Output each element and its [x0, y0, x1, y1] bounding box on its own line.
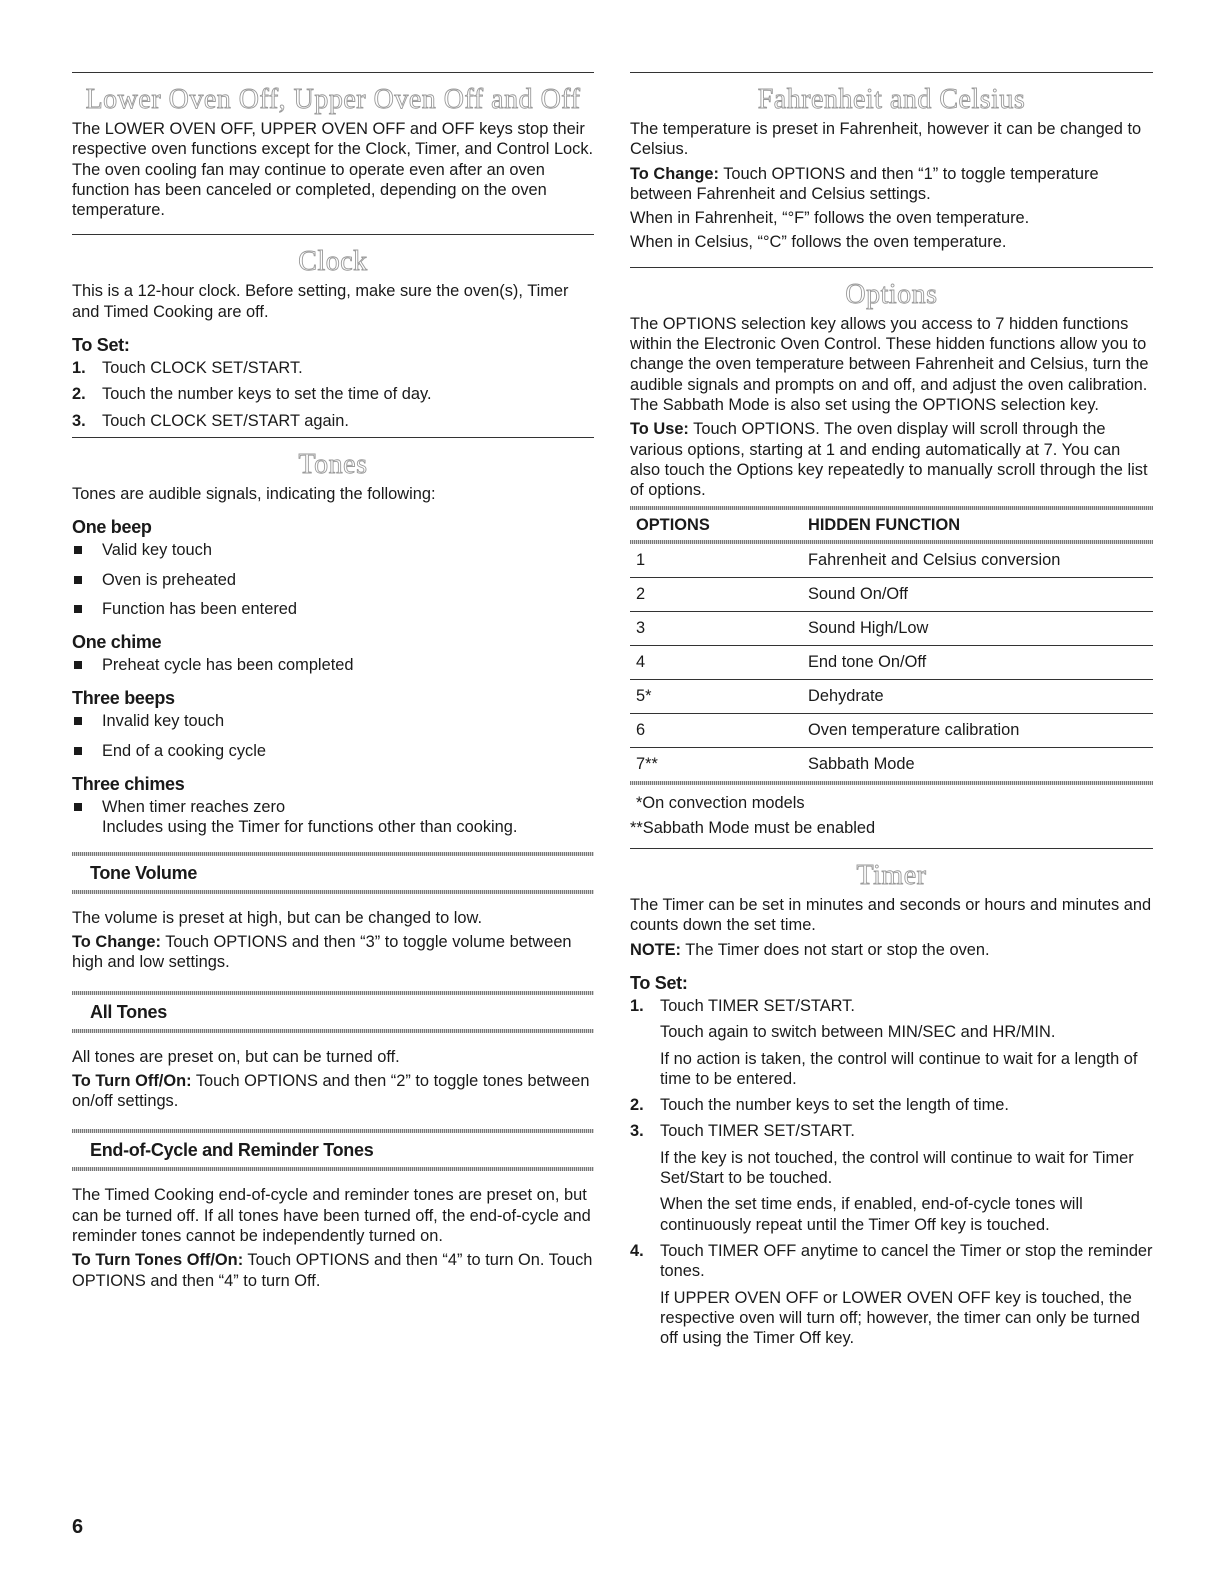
options-title: Options	[845, 278, 938, 310]
tones-title: Tones	[298, 448, 368, 480]
timer-title: Timer	[856, 860, 927, 892]
one-beep-heading: One beep	[72, 517, 152, 538]
list-item: End of a cooking cycle	[72, 741, 594, 761]
timer-note: NOTE: The Timer does not start or stop the oven.	[630, 940, 990, 959]
step-item: 4. Touch TIMER OFF anytime to cancel the Timer or stop the reminder tones. If UPPER OVEN OFF or LOWER OVEN OFF key is touched, the respective oven will turn off; however, the timer can only be turned off using the Timer Off key.	[630, 1241, 1153, 1348]
tone-volume-heading: Tone Volume	[90, 862, 198, 883]
table-header-row	[630, 510, 1153, 540]
fahrenheit-title: Fahrenheit and Celsius	[757, 84, 1026, 115]
off-keys-title: Lower Oven Off, Upper Oven Off and Off	[85, 84, 581, 115]
three-chimes-heading: Three chimes	[72, 774, 185, 795]
section-divider	[72, 234, 594, 235]
fahrenheit-body: The temperature is preset in Fahrenheit, however it can be changed to Celsius.	[630, 120, 1142, 159]
step-item: 3. Touch TIMER SET/START. If the key is not touched, the control will continue to wait for Timer Set/Start to be touched. When the set time ends, if enabled, end-of-cycle tones will continuously repeat until the Timer Off key is touched.	[630, 1122, 1134, 1234]
end-cycle-change: To Turn Tones Off/On: Touch OPTIONS and then “4” to turn On. Touch OPTIONS and then “4” to turn Off.	[72, 1251, 593, 1290]
end-cycle-body: The Timed Cooking end-of-cycle and reminder tones are preset on, but can be turned off. If all tones have been turned off, the end-of-cycle and reminder tones cannot be independently turned on.	[72, 1186, 591, 1246]
clock-body: This is a 12-hour clock. Before setting, make sure the oven(s), Timer and Timed Cooking are off.	[72, 282, 569, 321]
list-item: Oven is preheated	[72, 570, 594, 590]
fahrenheit-change: To Change: Touch OPTIONS and then “1” to toggle temperature between Fahrenheit and Celsius settings.	[630, 164, 1099, 203]
clock-to-set-heading: To Set:	[72, 335, 130, 356]
tone-volume-change: To Change: Touch OPTIONS and then “3” to toggle volume between high and low settings.	[72, 932, 572, 972]
all-tones-change: To Turn Off/On: Touch OPTIONS and then “2” to toggle tones between on/off settings.	[72, 1071, 590, 1111]
timer-to-set-heading: To Set:	[630, 972, 688, 993]
tones-intro: Tones are audible signals, indicating the following:	[72, 484, 436, 503]
table-row: 7** Sabbath Mode	[636, 755, 915, 774]
table-row: 6 Oven temperature calibration	[630, 714, 1153, 748]
hatch-divider	[72, 1167, 594, 1171]
options-table	[630, 510, 1153, 781]
table-row: 5* Dehydrate	[630, 680, 1153, 714]
col-hidden-function-header: HIDDEN FUNCTION	[808, 516, 961, 535]
section-divider	[72, 437, 594, 438]
hatch-divider	[630, 781, 1153, 785]
options-footnote-2: **Sabbath Mode must be enabled	[630, 818, 876, 837]
section-divider	[630, 72, 1153, 73]
step-item: 1. Touch CLOCK SET/START.	[72, 359, 303, 378]
table-row: 4 End tone On/Off	[630, 646, 1153, 680]
section-divider	[72, 72, 594, 73]
list-item: When timer reaches zero Includes using the Timer for functions other than cooking.	[72, 797, 594, 838]
three-beeps-heading: Three beeps	[72, 688, 175, 709]
section-divider	[630, 267, 1153, 268]
all-tones-heading: All Tones	[90, 1001, 167, 1022]
table-row: 2 Sound On/Off	[630, 578, 1153, 612]
table-row: 1 Fahrenheit and Celsius conversion	[630, 544, 1153, 578]
hatch-divider	[72, 890, 594, 894]
one-chime-list	[72, 655, 594, 675]
all-tones-body: All tones are preset on, but can be turned off.	[72, 1047, 400, 1066]
fahrenheit-line: When in Fahrenheit, “°F” follows the oven temperature.	[630, 209, 1030, 228]
step-item: 3. Touch CLOCK SET/START again.	[72, 411, 349, 430]
table-row: 3 Sound High/Low	[630, 612, 1153, 646]
list-item: Invalid key touch	[72, 711, 594, 731]
clock-title: Clock	[298, 246, 368, 278]
right-column	[630, 72, 1153, 1354]
list-item: Preheat cycle has been completed	[72, 655, 594, 675]
hatch-divider	[72, 1029, 594, 1033]
timer-body: The Timer can be set in minutes and seconds or hours and minutes and counts down the set time.	[630, 896, 1152, 935]
tone-volume-body: The volume is preset at high, but can be changed to low.	[72, 908, 483, 927]
options-footnote-1: *On convection models	[636, 794, 805, 813]
clock-steps	[72, 358, 594, 431]
options-body: The OPTIONS selection key allows you access to 7 hidden functions within the Electronic Oven Control. These hidden functions allow you to change the oven temperature between Fahrenheit and Celsius, turn the audible signals and prompts on and off, and adjust the oven calibration. The Sabbath Mode is also set using the OPTIONS selection key.	[630, 314, 1149, 414]
celsius-line: When in Celsius, “°C” follows the oven temperature.	[630, 233, 1007, 252]
three-chimes-list	[72, 797, 594, 838]
options-use: To Use: Touch OPTIONS. The oven display will scroll through the various options, starting at 1 and ending automatically at 7. You can also touch the Options key repeatedly to manually scroll through the list of options.	[630, 420, 1148, 500]
off-keys-body: The LOWER OVEN OFF, UPPER OVEN OFF and OFF keys stop their respective oven functions except for the Clock, Timer, and Control Lock. The oven cooling fan may continue to operate even after an oven function has been canceled or completed, depending on the oven temperature.	[72, 120, 594, 220]
one-beep-list	[72, 540, 594, 619]
list-item: Function has been entered	[72, 599, 594, 619]
left-column	[72, 72, 594, 1295]
step-item: 2. Touch the number keys to set the length of time.	[630, 1096, 1009, 1115]
section-divider	[630, 848, 1153, 849]
step-item: 2. Touch the number keys to set the time of day.	[72, 385, 432, 404]
one-chime-heading: One chime	[72, 632, 162, 653]
page-number: 6	[72, 1516, 84, 1538]
step-item: 1. Touch TIMER SET/START. Touch again to switch between MIN/SEC and HR/MIN. If no action is taken, the control will continue to wait for a length of time to be entered.	[630, 996, 1138, 1088]
three-beeps-list	[72, 711, 594, 761]
list-item: Valid key touch	[72, 540, 594, 560]
end-cycle-heading: End-of-Cycle and Reminder Tones	[90, 1140, 374, 1161]
timer-steps	[630, 996, 1153, 1348]
col-options-header: OPTIONS	[636, 516, 710, 535]
